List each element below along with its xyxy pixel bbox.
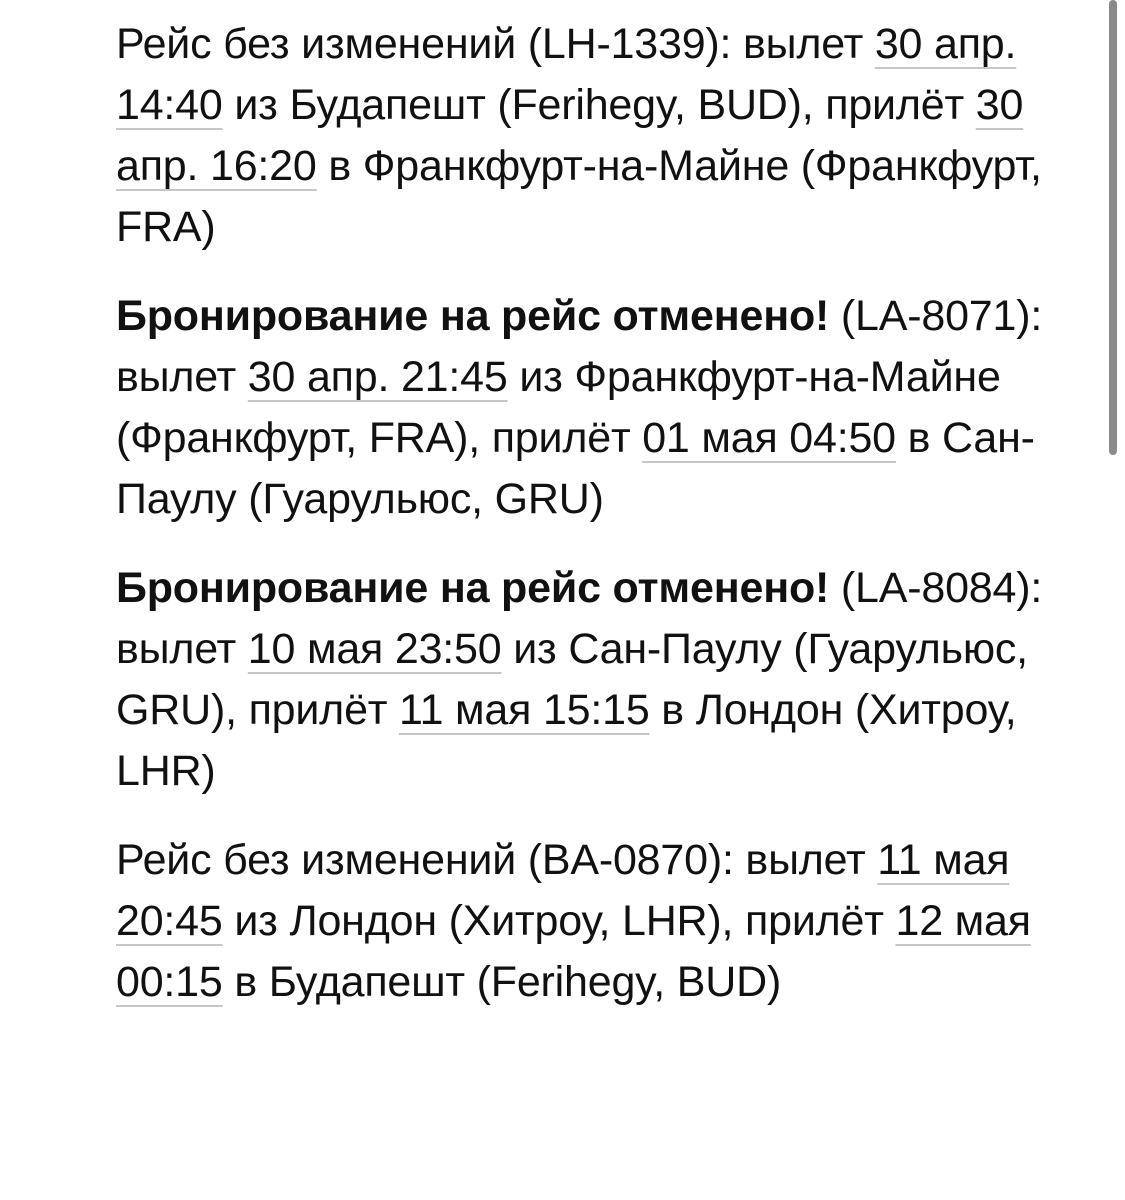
- flight-segment: [116, 14, 1076, 258]
- departure-datetime-link[interactable]: 10 мая 23:50: [247, 625, 502, 673]
- segment-status: Рейс без изменений: [116, 20, 517, 68]
- arrival-airport: Лондон (Хитроу, LHR): [116, 686, 1017, 795]
- departure-airport: Будапешт (Ferihegy, BUD), прилёт: [289, 81, 964, 129]
- departure-datetime-link[interactable]: 30 апр. 21:45: [247, 353, 508, 401]
- arrival-datetime-link[interactable]: 12 мая 00:15: [116, 897, 1031, 1006]
- segment-status: Бронирование на рейс отменено!: [116, 564, 830, 612]
- to-prefix: в: [907, 414, 931, 462]
- flight-number: (LA-8084): вылет: [116, 564, 1043, 673]
- arrival-airport: Франкфурт-на-Майне (Франкфурт, FRA): [116, 142, 1042, 251]
- arrival-airport: Будапешт (Ferihegy, BUD): [268, 958, 782, 1006]
- arrival-datetime-link[interactable]: 01 мая 04:50: [642, 414, 896, 462]
- arrival-airport: Сан-Паулу (Гуарульюс, GRU): [116, 414, 1035, 523]
- arrival-datetime-link[interactable]: 30 апр. 16:20: [116, 81, 1024, 190]
- flight-number: (LA-8071): вылет: [116, 292, 1043, 401]
- departure-airport: Лондон (Хитроу, LHR), прилёт: [289, 897, 884, 945]
- departure-datetime-link[interactable]: 11 мая 20:45: [116, 836, 1010, 945]
- arrival-datetime-link[interactable]: 11 мая 15:15: [399, 686, 650, 734]
- from-prefix: из: [519, 353, 563, 401]
- flight-number: (BA-0870): вылет: [527, 836, 866, 884]
- flight-number: (LH-1339): вылет: [527, 20, 864, 68]
- flight-segments-list: [116, 14, 1076, 1041]
- from-prefix: из: [234, 897, 278, 945]
- from-prefix: из: [513, 625, 557, 673]
- segment-status: Рейс без изменений: [116, 836, 517, 884]
- flight-segment: [116, 286, 1076, 530]
- from-prefix: из: [234, 81, 278, 129]
- departure-datetime-link[interactable]: 30 апр. 14:40: [116, 20, 1017, 129]
- flight-segment: [116, 830, 1076, 1013]
- departure-airport: Сан-Паулу (Гуарульюс, GRU), прилёт: [116, 625, 1028, 734]
- segment-status: Бронирование на рейс отменено!: [116, 292, 830, 340]
- departure-airport: Франкфурт-на-Майне (Франкфурт, FRA), прилёт: [116, 353, 1001, 462]
- vertical-scrollbar[interactable]: [1109, 0, 1117, 455]
- to-prefix: в: [661, 686, 684, 734]
- to-prefix: в: [328, 142, 352, 190]
- to-prefix: в: [234, 958, 258, 1006]
- flight-segment: [116, 558, 1076, 802]
